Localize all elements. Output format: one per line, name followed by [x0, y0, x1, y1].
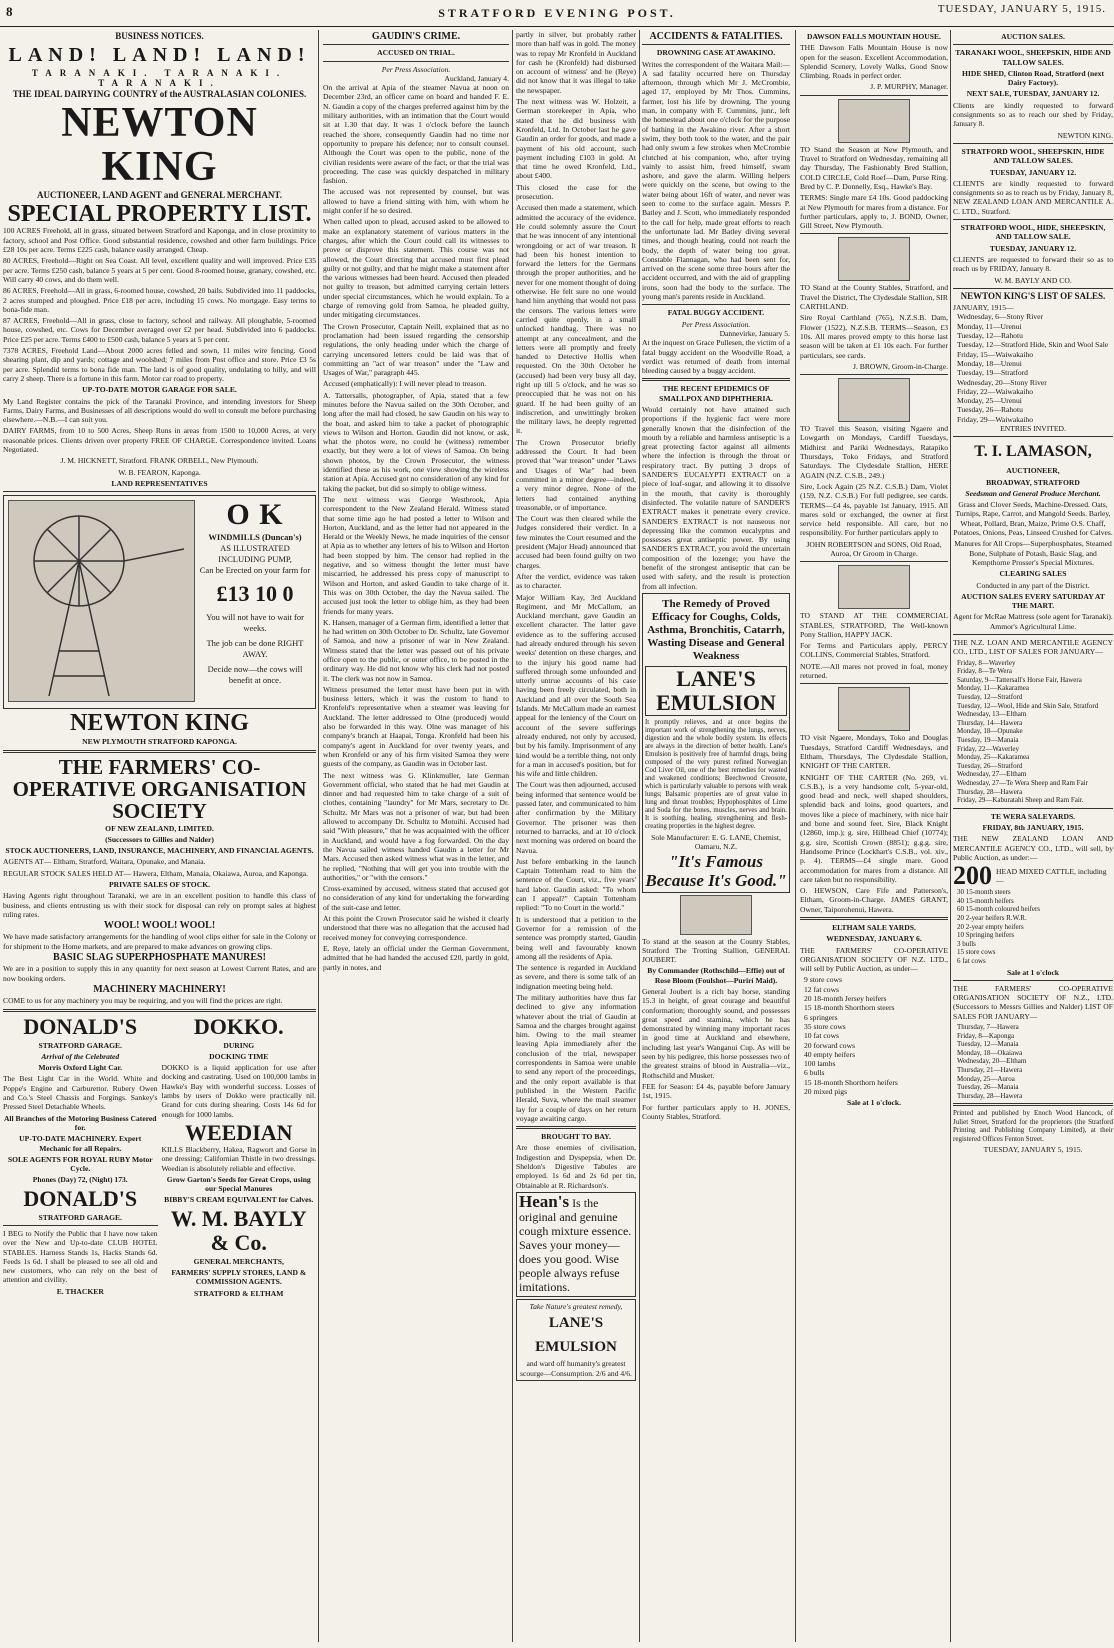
knight-contact: O. HEWSON, Care Fife and Patterson's, Eltham, Groom-in-Charge. JAMES GRANT, Owner, Taiporohenui, Hawera.	[800, 886, 948, 914]
horse-illustration	[838, 687, 910, 731]
property-listing: 7378 ACRES, Freehold Land—About 2000 acres felled and sown, 11 miles wire fencing. Good shearing plant, dip and yards; cottage and woolshed; 7 miles from Post office and store. Price £3 5s per acre. Splendid terms to bona fide man. The land is of good quality, undulating to hilly, and will carry 2 sheep. There is a fortune in this farm. Motor car road to property.	[3, 346, 316, 383]
list-item: Tuesday, 26—Rahotu	[957, 405, 1023, 415]
consumption: and ward off humanity's greatest scourge—Consumption. 2/6 and 4/6.	[520, 1359, 632, 1378]
of-new-zealand: OF NEW ZEALAND, LIMITED.	[105, 823, 214, 833]
list-item: Tuesday, 12—Manaia	[957, 1040, 1019, 1049]
column-rule	[512, 30, 513, 1642]
joubert-contact: For further particulars apply to H. JONES, County Stables, Stratford.	[642, 1102, 790, 1121]
stratford-wool-heading: STRATFORD WOOL, SHEEPSKIN, HIDE AND TALLOW SALES.	[961, 146, 1105, 166]
press-association: Per Press Association.	[681, 319, 751, 329]
list-item: Wednesday, 13—Eltham	[957, 710, 1027, 719]
machinery-heading: MACHINERY MACHINERY!	[93, 983, 226, 995]
lanes-emulsion: LANE'S EMULSION	[535, 1315, 617, 1356]
list-item: 6 springers	[804, 1012, 838, 1022]
list-item: 35 store cows	[804, 1021, 846, 1031]
list-item: Monday, 11—Urenui	[957, 321, 1022, 331]
article-paragraph: E. Reye, lately an official under the German Government, admitted that he had handed the accused £20, partly in gold, partly in notes, and	[323, 943, 509, 972]
bibby-cream: BIBBY'S CREAM EQUIVALENT for Calves.	[164, 1195, 314, 1205]
list-item: Tuesday, 12—Wool, Hide and Skin Sale, Stratford	[957, 701, 1099, 710]
issue-date: TUESDAY, JANUARY 5, 1915.	[937, 3, 1106, 15]
seedsman: Seedsman and General Produce Merchant.	[965, 488, 1101, 498]
drowning-heading: DROWNING CASE AT AWAKINO.	[656, 48, 776, 58]
column-rule	[795, 30, 796, 1642]
sir-carthland-heading: TO Stand at the County Stables, Stratford, and Travel the District, The Clydesdale Stallion, SIR CARTHLAND.	[800, 283, 948, 312]
happy-jack-text: For Terms and Particulars apply, PERCY COLLINS, Commercial Stables, Stratford.	[800, 641, 948, 660]
can-be-erected: Can be Erected on your farm for	[199, 565, 311, 576]
paper-title: STRATFORD EVENING POST.	[438, 6, 676, 20]
as-illustrated: AS ILLUSTRATED INCLUDING PUMP,	[218, 543, 292, 565]
basic-slag-heading: BASIC SLAG SUPERPHOSPHATE MANURES!	[53, 952, 266, 964]
clients-notice: CLIENTS are kindly requested to forward consignments so as to reach us by Friday, January 8, NEW ZEALAND LOAN AND MERCANTILE A. C. LTD., Stratford.	[953, 178, 1113, 216]
basic-slag-text: We are in a position to supply this in any quantity for next season at Lowest Current Rates, and are now booking orders.	[3, 964, 316, 983]
ideal-heading: THE IDEAL DAIRYING COUNTRY of the AUSTRALASIAN COLONIES.	[12, 88, 307, 99]
article-title: GAUDIN'S CRIME.	[371, 31, 461, 42]
sale-time: Sale at 1 o'clock.	[847, 1098, 901, 1108]
regular-sales: REGULAR STOCK SALES HELD AT— Hawera, Eltham, Manaia, Okaiawa, Auroa, and Kaponga.	[3, 868, 309, 878]
list-item: Tuesday, 26—Stratford	[957, 761, 1023, 770]
stratford-eltham: STRATFORD & ELTHAM	[194, 1288, 284, 1298]
auctioneer-label: AUCTIONEER,	[1006, 466, 1060, 476]
cattle-list	[953, 888, 1113, 965]
article-paragraph: Witness presumed the letter must have been put in with business letters, which it was the custom to hand to Kronfeld's representative when a steamer was leaving for Auckland. The letter addressed to Olne (produced) would also be forwarded in this way. Olne was manager of his company's branch at Haapai, Tonga. Kronfeld had been his company's agent in Auckland for over twenty years, and when Kronfeld or any of his firm visited Samoa they were guests of the company, as Gaudin was in October last.	[323, 684, 509, 769]
horse-illustration	[838, 565, 910, 609]
car-description: The Best Light Car in the World. White and Poppe's Engine and Carburettor. Rubery Owen and Co.'s Steel Chassis and Forgings. Sankey's Pressed Steel Detachable Wheels.	[3, 1074, 158, 1112]
column-stallions	[800, 30, 948, 1642]
robertson: JOHN ROBERTSON and SONS, Old Road, Auroa, Or Groom in Charge.	[806, 539, 942, 558]
list-item: Friday, 22—Waiwakaiho	[957, 386, 1034, 396]
list-item: Tuesday, 26—Manaia	[957, 1083, 1019, 1092]
auctioneer-line: AUCTIONEER, LAND AGENT and GENERAL MERCHANT.	[37, 190, 282, 201]
list-item: Monday, 18—Okaiawa	[957, 1048, 1023, 1057]
cattle-count: 200	[953, 861, 992, 891]
article-paragraph: It is understood that a petition to the Governor for a remission of the sentence was promptly started, Gaudin being well and favourably known among all the residents of Apia.	[516, 914, 636, 961]
list-item: 15 store cows	[957, 948, 996, 957]
article-paragraph: Cross-examined by accused, witness stated that accused got no consideration of any kind for undertaking the forwarding of the suit-case and letter.	[323, 884, 509, 912]
article-paragraph: Just before embarking in the launch Captain Tottenham read to him the sentence of the Court, viz., five years' hard labor. Gaudin asked: "To whom can I appeal?" Captain Tottenham replied: "To no Court in the world."	[516, 856, 636, 913]
list-item: 6 fat cows	[957, 956, 986, 965]
newton-king-heading: NEWTON KING	[61, 100, 258, 191]
masthead	[0, 0, 1114, 27]
eltham-date: WEDNESDAY, JANUARY 6.	[826, 934, 922, 944]
lanes-emulsion-ad	[642, 593, 790, 893]
broadway: BROADWAY, STRATFORD	[986, 477, 1080, 487]
column-rule	[318, 30, 319, 1642]
private-sales-heading: PRIVATE SALES OF STOCK.	[109, 879, 210, 889]
list-item: Monday, 11—Kakaramea	[957, 684, 1029, 693]
club-hotel-notice: I BEG to Notify the Public that I have now taken over the New and Up-to-date CLUB HOTEL STABLES. Harness Stands 1s, Hacks Stands 6d. Feeds 1s 6d. I shall be pleased to see all old and new customers, who can rely on the best of attention and civility.	[3, 1229, 158, 1285]
clients-notice: Clients are kindly requested to forward consignments so as to reach our shed by Friday, January 8.	[953, 100, 1113, 129]
clearing-sales: CLEARING SALES	[999, 569, 1067, 579]
taranaki-banner: TARANAKI. TARANAKI. TARANAKI.	[31, 68, 288, 88]
lanes-small-ad	[516, 1299, 636, 1381]
sole-agents: SOLE AGENTS FOR ROYAL RUBY Motor Cycle.	[7, 1154, 153, 1174]
list-item: Monday, 25—Kakaramea	[957, 753, 1030, 762]
list-item: Friday, 8—Te Wera	[957, 667, 1012, 676]
list-item: Monday, 25—Auroa	[957, 1074, 1015, 1083]
phones: Phones (Day) 72, (Night) 173.	[32, 1175, 128, 1185]
joubert-fee: FEE for Season: £4 4s, payable before January 1st, 1915.	[642, 1081, 790, 1101]
eltham-stock-list	[800, 975, 948, 1096]
dawson-heading: DAWSON FALLS MOUNTAIN HOUSE.	[807, 32, 941, 41]
press-association: Per Press Association.	[381, 64, 451, 74]
docking-time: DOCKING TIME	[209, 1051, 269, 1061]
list-item: Wednesday, 27—Eltham	[957, 770, 1027, 779]
list-item: Friday, 29—Kaburatahi Sheep and Ram Fair.	[957, 796, 1084, 805]
garage-heading-2: STRATFORD GARAGE.	[38, 1212, 122, 1222]
remedy-heading: The Remedy of Proved Efficacy for Coughs, Colds, Asthma, Bronchitis, Catarrh, Wasting Disease and General Weakness	[647, 597, 785, 662]
wool-heading: WOOL! WOOL! WOOL!	[103, 920, 216, 932]
machinery-repairs: UP-TO-DATE MACHINERY. Expert Mechanic for all Repairs.	[19, 1134, 142, 1153]
entries-invited: ENTRIES INVITED.	[1000, 423, 1066, 433]
horse-illustration	[838, 237, 910, 281]
buggy-heading: FATAL BUGGY ACCIDENT.	[667, 308, 765, 318]
knight-text: KNIGHT OF THE CARTER (No. 269, vi. C.S.B.), is a very handsome colt, 5-year-old, good head and neck, well shaped shoulders, splendid back and loins, good quarters, and moves like a piece of machinery, with nice hair and bone and sound feet. Sire, Black Knight (12860, imp.); g. sire, Hillhead Chief (10774); g.g. sire, Scottish Crown (8851); g.g.g. sire, Handsome Prince (Lockhart's C.S.B., vol. xiv., p. 4). TERMS—£4 single mare. Good accommodation for mares from a distance. All care taken but no responsibility.	[800, 772, 948, 884]
list-item: Friday, 29—Waiwakaiho	[957, 414, 1034, 424]
happy-jack-note: NOTE.—All mares not proved in foal, money returned.	[800, 661, 948, 681]
list-item: 15 18-month Shorthorn heifers	[804, 1077, 898, 1087]
private-sales-text: Having Agents right throughout Taranaki, we are in an excellent position to handle this class of business, and clients entrusting us with their stock for disposal can rely on prompt sales at highest ruling rates.	[3, 891, 316, 919]
list-item: Monday, 18—Urenui	[957, 358, 1022, 368]
garage-for-sale: UP-TO-DATE MOTOR GARAGE FOR SALE.	[82, 385, 237, 395]
garton-seeds: Grow Garton's Seeds for Great Crops, using our Special Manures	[166, 1174, 311, 1194]
here-again-text: Sire, Lock Again (25 N.Z. C.S.B.) Dam, Violet (159, N.Z. C.S.B.) For full pedigree, see cards. TERMS—£4 4s, payable 1st January, 1915. All mares sold or exchanged, the owner at first service held responsible. All care, but no responsibility. For further particulars apply to	[800, 481, 948, 538]
joubert-text: General Joubert is a rich bay horse, standing 15.3 in height, of great courage and beautiful conformation; thoroughly sound, and possesses great speed and stamina, which he has demonstrated by winning many important races in good time at Auckland and elsewhere, including last year's Wanganui Cup. As will be seen by his pedigree, this horse possesses two of the greatest strains of blood in Australia—viz., Rothschild and Musket.	[642, 987, 790, 1080]
list-item: 6 bulls	[804, 1068, 825, 1078]
taranaki-wool-heading: TARANAKI WOOL, SHEEPSKIN, HIDE AND TALLOW SALES.	[955, 48, 1111, 67]
branches: All Branches of the Motoring Business Catered for.	[3, 1113, 157, 1132]
donalds-ad	[3, 1015, 158, 1300]
heans-ad	[516, 1192, 636, 1297]
ok-heading: O K	[226, 498, 284, 532]
list-item: 10 fat cows	[804, 1031, 840, 1041]
successors: (Successors to Gillies and Nalder)	[105, 834, 214, 844]
here-again-heading: TO Travel this Season, visiting Ngaere and Lowgarth on Mondays, Cardiff Tuesdays, Midhirst and Pariki Wednesdays, Ratapiko Thursdays, Toko Fridays, and Stratford Saturdays. The Clydesdale Stallion, HERE AGAIN (N.Z. C.S.B., 249.)	[800, 424, 948, 480]
brought-to-bay-text: Are those enemies of civilisation, Indigestion and Dyspepsia, when Dr. Sheldon's Digestive Tabules are employed. 1s 6d and 2s 6d per tin, Obtainable at R. Richardson's.	[516, 1143, 636, 1190]
right-away: The job can be done RIGHT AWAY.	[206, 638, 304, 660]
article-paragraph: After the verdict, evidence was taken as to character.	[516, 571, 636, 591]
article-paragraph: When called upon to plead, accused asked to be allowed to make an explanatory statement of various matters in the charges, after which the Court could call its witnesses to prove or disprove this statement. This course was not allowed, the Court directing that accused must first plead guilty or not guilty, and that he might make a statement after the various witnesses had been heard. Accused then pleaded not guilty to treason, but admitted carrying certain letters under special circumstances, which he would explain. To a charge of removing gold from Samoa, he pleaded guilty, under mitigating circumstances.	[323, 217, 509, 320]
list-item: 3 bulls	[957, 939, 976, 948]
column-gaudin-continued	[516, 30, 636, 1642]
list-item: 60 15-month coloured heifers	[957, 905, 1041, 914]
garage-heading: STRATFORD GARAGE.	[38, 1040, 122, 1050]
decide-now: Decide now—the cows will benefit at once.	[207, 664, 303, 686]
list-item: 20 forward cows	[804, 1040, 856, 1050]
article-paragraph: K. Hansen, manager of a German firm, identified a letter that he had written on 30th October to Dr. Schultz, late Governor of Samoa, and now a prisoner of war in New Zealand. Witness stated that the letter was passed out of his private office open to the public, or outer office, to be posted in the ordinary way. He did not know why his clerk had not posted it. The clerk was not now in Samoa.	[323, 617, 509, 683]
property-listing: 80 ACRES, Freehold—Right on Sea Coast. All level, excellent quality and well improved. Price £35 per acre. Terms £250 cash, balance 5 years at 5 per cent. Good 8-roomed house, granary, cowshed, etc. Will carry 40 cows, and do them well.	[3, 256, 316, 284]
list-item: Tuesday, 19—Stratford	[957, 368, 1028, 378]
article-paragraph: partly in silver, but probably rather more than half was in gold. The money was to repay Mr Kronfeld in Auckland for cash he (Kronfeld) had disbursed on account of witness' and he (Reye) did not know that it was illegal to take the newspaper.	[516, 30, 636, 95]
weedian-heading: WEEDIAN	[184, 1119, 293, 1145]
sale-date: TUESDAY, JANUARY 12.	[989, 167, 1077, 177]
column-accidents	[642, 30, 790, 1642]
windmill-ad	[3, 495, 316, 709]
land-banner: LAND! LAND! LAND!	[8, 44, 311, 67]
property-listing: 86 ACRES, Freehold—All in grass, 6-roomed house, cowshed, 20 bails. Subdivided into 11 paddocks, 2 acres stumped and ploughed. Price £18 per acre, including 15 cows. No mortgage. Easy terms to bona-fide man.	[3, 286, 316, 314]
dokko-ad	[162, 1015, 317, 1300]
dokko-heading: DOKKO.	[193, 1013, 284, 1039]
list-item: Tuesday, 12—Stratford	[957, 693, 1023, 701]
heans-heading: Hean's	[519, 1191, 570, 1211]
newton-king-sig: NEWTON KING.	[1057, 130, 1113, 140]
newton-king-sales-list	[953, 312, 1113, 424]
special-list-heading: SPECIAL PROPERTY LIST.	[7, 201, 312, 228]
january-label: JANUARY, 1915—	[953, 303, 1014, 313]
article-paragraph: The next witness was W. Holzeit, a German storekeeper in Apia, who stated that he did business with Kronfeld, Ltd. In October last he gave Gaudin an order for goods, and made a payment of his old account, such payment including £103 in gold. At that time he owed Kronfeld, Ltd., about £400.	[516, 97, 636, 181]
column-rule	[950, 30, 951, 1642]
horse-illustration	[838, 99, 910, 143]
column-business-notices	[3, 30, 316, 1642]
accidents-title: ACCIDENTS & FATALITIES.	[649, 31, 783, 42]
section-heading: BUSINESS NOTICES.	[115, 31, 204, 41]
dateline: Auckland, January 4.	[444, 73, 509, 83]
nz-will-sell: THE NEW ZEALAND LOAN AND MERCANTILE AGENCY CO., LTD., will sell, by Public Auction, as under:—	[953, 834, 1113, 862]
horse-illustration	[838, 378, 910, 422]
article-paragraph: A. Tattersalls, photographer, of Apia, stated that a few minutes before the Navua sailed on the 30th October, and long after the mail had closed, he saw Gaudin on his way to the boat, and asked him to take a packet of photographic views to Wilson and Horton. Gaudin did not know, or ask, what the photos were, no could he (witness) remember exactly, but they were a lot of views of Samoa. On being shown photos, by the Crown Prosecutor, the witness identified these as his work, one view showing the wireless station at Apia. Accused got no consideration of any kind for taking the packet, but did so simply to oblige witness.	[323, 390, 509, 493]
hide-shed: HIDE SHED, Clinton Road, Stratford (next Dairy Factory).	[962, 68, 1104, 88]
property-listing: 87 ACRES, Freehold—All in grass, close to factory, school and railway. All ploughable, 5-roomed house, cowshed, etc. Cows for December averaged over £2 per head. Subdivided into 6 paddocks. Price £25 per acre. Terms £400 to £500 cash, balance 5 years at 5 per cent.	[3, 316, 316, 344]
list-item: Wednesday, 20—Stony River	[957, 377, 1047, 387]
next-sale: NEXT SALE, TUESDAY, JANUARY 12.	[966, 89, 1100, 99]
farmers-list-heading: THE FARMERS' CO-OPERATIVE ORGANISATION SOCIETY OF N.Z., LTD. (Successors to Messrs Gillies and Nalder) LIST OF SALES FOR JANUARY—	[953, 983, 1113, 1021]
manures: Manures for All Crops—Superphosphates, Steamed Bone, Sulphate of Potash, Basic Slag, and Kempthorne Prosser's Special Mixtures.	[954, 539, 1112, 567]
article-paragraph: The Court was then adjourned, accused being informed that sentence would be passed later, and communicated to him after confirmation by the Military Governor. The prisoner was then returned to barracks, and at 10 o'clock next morning was ordered on board the Navua.	[516, 780, 636, 855]
list-item: Wednesday, 20—Eltham	[957, 1057, 1027, 1066]
sale-time: Sale at 1 o'clock	[1006, 967, 1060, 977]
list-item: Friday, 15—Waiwakaiho	[957, 349, 1034, 359]
lamason-heading: T. I. LAMASON,	[974, 443, 1092, 461]
famous-slogan: "It's Famous Because It's Good."	[645, 851, 787, 890]
brought-to-bay-heading: BROUGHT TO BAY.	[541, 1132, 611, 1142]
agents-at: AGENTS AT— Eltham, Stratford, Waitara, Opunake, and Manaia.	[3, 857, 206, 867]
eltham-heading: ELTHAM SALE YARDS.	[832, 923, 916, 932]
windmill-price: £13 10 0	[216, 581, 294, 607]
representatives: W. B. FEARON, Kaponga.	[118, 467, 201, 477]
list-item: Thursday, 28—Hawera	[957, 1091, 1023, 1100]
newton-king-list-heading: NEWTON KING'S LIST OF SALES.	[960, 290, 1106, 301]
list-item: 9 store cows	[804, 975, 842, 985]
list-item: Monday, 25—Urenui	[957, 396, 1022, 406]
clients-notice: CLIENTS are requested to forward their so as to reach us by FRIDAY, January 8.	[953, 254, 1113, 274]
cold-circle-heading: TO Stand the Season at New Plymouth, and Travel to Stratford on Wednesday, remaining all day Thursday, The Fashionably Bred Stallion, COLD CIRCLE, Cold Roef—Dam, Purse Ring. Bred by C. P. Donnelly, Esq., Hawke's Bay.	[800, 144, 948, 191]
article-paragraph: Major William Kay, 3rd Auckland Regiment, and Mr McCallum, an Auckland merchant, gave Gaudin an excellent character. The latter gave evidence as to the suffering accused had already endured through his seven weeks' detention on these charges, and to the injury his good name had suffered through some unfounded and utterly untrue accounts of his case having been freely circulated, both in Auckland and all over the South Sea Islands. Mr McCallum made an earnest appeal for the leniency of the Court on account of the severe sufferings already endured, not only by accused, but by his family. Imprisonment of any kind would be a terrible thing, not only for a man in accused's position, but for his wife and little children.	[516, 592, 636, 779]
weedian-text: KILLS Blackberry, Hakea, Ragwort and Gorse in one dressing; Californian Thistle in two dressings. Weedian is absolutely reliable and effective.	[161, 1144, 316, 1173]
list-item: 30 15-month steers	[957, 888, 1011, 897]
list-item: Thursday, 21—Hawera	[957, 1066, 1023, 1074]
list-item: 20 2-year empty heifers	[957, 922, 1024, 931]
article-paragraph: Accused then made a statement, which admitted the accuracy of the evidence. He could solemnly assure the Court that he was innocent of any intentional wrongdoing or act of war treason. It had been his honest intention to forward the letters for the Germans through the proper authorities, and he never for one moment thought of doing otherwise. He felt sure no one would hand him anything that would not pass the censors. The various letters were carried quite openly, in a small unlocked handbag. There was no attempt at any concealment, and the letters were all promptly and freely handed to Detective Hollis when requested. On the 30th October he (accused) had been very busy all day, right up till 5 o'clock, and he was so preoccupied that he was not on his guard. If he had been guilty of an indiscretion, and unwittingly broken the military laws, he deeply regretted it.	[516, 203, 636, 436]
article-paragraph: The accused was not represented by counsel, but was allowed to have a friend sitting with him, with whom he might confer if he so desired.	[323, 187, 509, 216]
list-item: 15 18-month Shorthorn steers	[804, 1003, 895, 1013]
eltham-intro: THE FARMERS' CO-OPERATIVE ORGANISATION SOCIETY OF N.Z. LTD., will sell by Public Auction, as under—	[800, 945, 948, 974]
lanes-text: It promptly relieves, and at once begins the important work of strengthening the lungs, nerves, digestion and the whole bodily system. Its effects are always in the direction of better health. Lane's Emulsion is positively free of harmful drugs, being composed of the very purest refined Norwegian Cod Liver Oil, one of the best remedies for wasted and weakened conditions; Beechwood Creosote, which is particularly valuable to persons with weak lungs; Balsamic properties are of great value in lung and throat troubles; Hypophosphites of Lime and Soda for the bones, muscles, nerves and brain. It is soothing, healing, strengthening and flesh-creating properties in the highest degree.	[645, 718, 787, 830]
representatives: J. M. HICKNETT, Stratford. FRANK ORBELL, New Plymouth.	[60, 456, 259, 466]
sale-date: TUESDAY, JANUARY 12.	[989, 243, 1077, 253]
list-item: 100 lambs	[804, 1059, 836, 1069]
not-wait: You will not have to wait for weeks.	[206, 612, 304, 634]
knight-heading: TO visit Ngaere, Mondays, Toko and Douglas Tuesdays, Stratford Cardiff Wednesdays, and Eltham, Thursdays, The Clydesdale Stallion, KNIGHT OF THE CARTER.	[800, 733, 948, 771]
dateline: Dannevirke, January 5.	[719, 328, 790, 338]
list-item: Thursday, 7—Hawera	[957, 1023, 1019, 1032]
during: DURING	[223, 1040, 255, 1050]
imprint: Printed and published by Enoch Wood Hancock, of Juliet Street, Stratford for the proprietors (the Stratford Printing and Publishing Company Limited), at their registered Offices Fenton Street.	[953, 1109, 1113, 1143]
article-paragraph: The next witness was G. Klinkmuller, late German Government official, who stated that he had met Gaudin at dinner and had requested him to take charge of a suit of clothes, containing "laundry" for Mr Mars, secretary to Dr. Schultz. Mr Mars was not a prisoner of war, but had been allowed to accompany Dr. Schultz to Motuihi. Accused had said "With pleasure," that he was acquainted with the officer in Auckland, and would have a fog forwarded. On the day the Navua sailed witness handed Gaudin a letter for Mr Mars. Accused then asked witness what was in the letter, and he replied, "Nothing that will get you into trouble with the authorities," or "with the censors."	[323, 770, 509, 882]
wool-text: We have made satisfactory arrangements for the handling of wool clips either for sale in the Colony or for shipment to the Home markets, and are prepared to make advances on growing clips.	[3, 932, 316, 951]
list-item: Saturday, 9—Tattersall's Horse Fair, Hawera	[957, 675, 1082, 684]
nzloan-heading: THE N.Z. LOAN AND MERCANTILE AGENCY CO., LTD., LIST OF SALES FOR JANUARY—	[953, 638, 1113, 657]
list-item: 12 fat cows	[804, 984, 840, 994]
imprint-date: TUESDAY, JANUARY 5, 1915.	[983, 1145, 1083, 1154]
buggy-text: At the inquest on Grace Pullesen, the victim of a fatal buggy accident on the Woodville Road, a verdict was returned of death from internal bleeding caused by a buggy accident.	[642, 338, 790, 376]
lanes-logo: LANE'S EMULSION	[645, 666, 787, 716]
article-paragraph: The sentence is regarded in Auckland as severe, and there is some talk of an indignation meeting being held.	[516, 963, 636, 991]
windmills-label: WINDMILLS (Duncan's)	[208, 532, 302, 543]
epidemics-heading: THE RECENT EPIDEMICS OF SMALLPOX AND DIPHTHERIA.	[659, 384, 773, 403]
column-auction-sales	[953, 30, 1113, 1642]
newton-king-footer: NEWTON KING	[70, 710, 249, 737]
arrival: Arrival of the Celebrated	[41, 1051, 120, 1061]
register-notice: My Land Register contains the pick of the Taranaki Province, and intending investors for Sheep Farms, Dairy Farms, and Businesses of all descriptions would do well to consult me before purchasing elsewhere.—N.B.—I can suit you.	[3, 396, 316, 425]
list-item: Friday, 22—Waverley	[957, 744, 1019, 753]
article-paragraph: The next witness was George Westbrook, Apia correspondent to the New Zealand Herald. Witness stated that some time ago he had posted a letter to Wilson and Horton, Auckland, and as the letter had not appeared in the Herald or the Weekly News, he made inquiries of the censor at Apia as to whether any letters of his to Wilson and Horton had been stopped by him. The censor had replied in the negative, and so witness thought the letter must have miscarried, he addressed his press copy of manuscript to Wilson and Horton, and asked Gaudin to take charge of it. This was on 30th October, the day the Navua sailed. The accused just took the letter to oblige him, as they had been friends for many years.	[323, 494, 509, 616]
te-wera-heading: TE WERA SALEYARDS.	[990, 811, 1076, 821]
lanes-manufacturer: Sole Manufacturer: E. G. LANE, Chemist, Oamaru, N.Z.	[651, 832, 781, 852]
article-paragraph: Accused (emphatically): I will never plead to treason.	[323, 379, 487, 389]
agent-line: Agent for McRae Mattress (sole agent for Taranaki). Ammor's Agricultural Lime.	[953, 612, 1113, 631]
donalds-heading: DONALD'S	[23, 1013, 138, 1039]
stock-auctioneers: STOCK AUCTIONEERS, LAND, INSURANCE, MACHINERY, AND FINANCIAL AGENTS.	[5, 846, 314, 856]
every-saturday: AUCTION SALES EVERY SATURDAY AT THE MART.	[961, 591, 1105, 611]
joubert-heading: To stand at the season at the County Stables, Stratford The Trotting Stallion, GENERAL JOUBERT.	[642, 936, 790, 965]
list-item: Monday, 18—Opunake	[957, 727, 1023, 736]
groom-in-charge: J. BROWN, Groom-in-Charge.	[853, 361, 948, 371]
dawson-text: THE Dawson Falls Mountain House is now open for the season. Excellent Accommodation, Splendid Scenery, Lovely Walks, Good Snow Climbing. Roads in perfect order.	[800, 43, 948, 81]
column-gaudins-crime	[323, 30, 509, 1642]
farmers-heading: THE FARMERS' CO-OPERATIVE ORGANISATION SOCIETY	[12, 754, 307, 823]
epidemics-text: Would certainly not have attained such proportions if the hygienic fact were more generally known that the disinfection of the mouth by a reliable and harmless antiseptic is a great protecting factor against all ailments where the infection is through the throat or respiratory tract. By putting 3 drops of SANDER'S EUCALYPTI EXTRACT on a piece of loaf-sugar, and allowing it to dissolve in the mouth, that cavity is thoroughly disinfected. The volatile nature of SANDER'S EXTRACT makes it penetrate every crevice. SANDER'S EXTRACT is not nauseous nor depressing like the common eucalyptus and possesses great antiseptic power. By using SANDER'S EXTRACT, you avoid the uncertain composition of the lozenge; you have the benefit of the strongest antiseptic that can be used with safety, and the result is protection from all infection.	[642, 404, 790, 591]
donalds-heading-2: DONALD'S	[23, 1185, 138, 1211]
list-item: Thursday, 28—Hawera	[957, 787, 1023, 796]
nature-remedy: Take Nature's greatest remedy,	[529, 1301, 623, 1311]
article-paragraph: The Court was then cleared while the Judges considered their verdict. In a few minutes the Court resumed and the president (Major Head) announced that accused had been found guilty on two charges.	[516, 514, 636, 570]
list-item: Friday, 8—Kaponga	[957, 1031, 1015, 1040]
list-item: Wednesday, 27—Te Wera Sheep and Ram Fair	[957, 778, 1088, 787]
happy-jack-heading: TO STAND AT THE COMMERCIAL STABLES, STRATFORD, The Well-known Pony Stallion, HAPPY JACK.	[800, 611, 948, 639]
te-wera-date: FRIDAY, 8th JANUARY, 1915.	[982, 823, 1084, 833]
windmill-illustration	[8, 500, 195, 702]
drowning-text: Writes the correspondent of the Waitara Mail:—A sad fatality occurred here on Thursday afternoon, through which Mr J. McCrombie, aged 17, employed by Mr Thos. Cummins, farmer, lost his life by drowning. The young man, in company with F. Cummins, junr., left the homestead about one o'clock for the purpose of bathing in the Awakino river. After a short swim, they both took to the water, and the pair had only swum a few strokes when McCrombie clutched at his companion, who, after trying vainly to assist him, freed himself, swam ashore, and gave the alarm. Willing helpers were quickly on the scene, but owing to the water being about 16ft of water, and never was seen to come to the surface again. Messrs P. Batley and J. Scott, who immediately responded to the call for help, made great efforts to reach the unfortunate lad. Mr Batley diving several times, and though heating, could not reach the body, the depth of water being too great. Constable Flannagan, who had been sent for, arrived on the scene some three hours after the accident occurred, and with the aid of grappling irons, soon had the body to the surface. The young man's parents reside in Auckland.	[642, 59, 790, 302]
heans-text: Is the original and genuine cough mixture essence. Saves your money—does you good. Wise people always refuse imitations.	[519, 1195, 632, 1294]
cold-circle-terms: TERMS: Single mare £4 10s. Good paddocking at New Plymouth for mares from a distance. For further particulars, apply to, J. BOND, Owner, Gill Street, New Plymouth.	[800, 193, 948, 231]
sir-carthland-text: Sire Royal Carthland (765), N.Z.S.B. Dam, Flower (1522), N.Z.S.B. TERMS—Season, £3 10s. All mares proved empty to this horse last season will be taken at £1 10s each. For further particulars, see cards.	[800, 313, 948, 360]
dokko-text: DOKKO is a liquid application for use after docking and castrating. Used on 100,000 lambs in Hawke's Bay with wonderful success. Losses of lambs by users of Dokko were practically nil. Grand for cuts during shearing. Costs 14s 6d for enough for 1000 lambs.	[161, 1063, 316, 1119]
list-item: 20 18-month Jersey heifers	[804, 994, 887, 1004]
article-subtitle: ACCUSED ON TRIAL.	[377, 48, 455, 58]
dairy-farms-notice: DAIRY FARMS, from 10 to 500 Acres, Sheep Runs in areas from 1500 to 10,000 Acres, at very reasonable prices. Clients driven over property FREE OF CHARGE. Correspondence invited. Loans Negotiated.	[3, 426, 316, 455]
property-listing: 100 ACRES Freehold, all in grass, situated between Stratford and Kaponga, and in close proximity to factory, school and Post Office. Good substantial residence, cowshed and other farm buildings. Price £28 10s per acre. Terms £225 cash, balance easily arranged. Cheap.	[3, 226, 316, 255]
bayly-heading: W. M. BAYLY & Co.	[170, 1205, 307, 1255]
joubert-pedigree: By Commander (Rothschild—Effie) out of Rose Bloom (Foulshot—Purirí Maid).	[647, 966, 785, 985]
seeds-list: Grass and Clover Seeds, Machine-Dressed. Oats, Turnips, Rape, Carrot, and Mangold Seeds. Barley, Wheat, Pollard, Bran, Maize, Prime O.S. Chaff, Potatoes, Onions, Peas, Linseed Crushed for Calves.	[953, 500, 1113, 538]
dawson-manager: J. P. MURPHY, Manager.	[870, 82, 948, 92]
list-item: Thursday, 14—Hawera	[957, 718, 1023, 727]
stratford-wool-heading-2: STRATFORD WOOL, HIDE, SHEEPSKIN, AND TALLOW SALE.	[960, 223, 1106, 242]
list-item: Tuesday, 12—Rahotu	[957, 331, 1023, 341]
morris-car: Morris Oxford Light Car.	[38, 1063, 123, 1073]
list-item: Wednesday, 6—Stony River	[957, 312, 1043, 322]
article-paragraph: This closed the case for the prosecution.	[516, 182, 636, 202]
article-paragraph: At this point the Crown Prosecutor said he wished it clearly understood that there was no allegation that the accused had received money for conveying correspondence.	[323, 914, 509, 942]
article-paragraph: The Crown Prosecutor, Captain Neill, explained that as no proclamation had been issued regarding the censorship regulations, the only heading under which the charge of carrying uncensored letters could be laid was that of committing an "act of war treason" under the "Law and Usages of War," paragraph 445.	[323, 321, 509, 378]
list-item: 20 mixed pigs	[804, 1087, 848, 1097]
column-rule	[639, 30, 640, 1642]
head-mixed-cattle: HEAD MIXED CATTLE, including—	[996, 866, 1107, 886]
list-item: 40 15-month heifers	[957, 896, 1014, 905]
land-representatives: LAND REPRESENTATIVES	[111, 478, 208, 488]
article-paragraph: The military authorities have thus far declined to give any information whatever about the trial of Gaudin at Samoa and the charges brought against him. Owing to the mail steamer leaving Apia immediately after the conclusion of the trial, newspaper correspondents in Samoa were unable to send any report of the proceedings, and the only report available is that published in the Western Pacific Herald, Suva, where the mail steamer lay for a couple of days on her return voyage awaiting cargo.	[516, 992, 636, 1123]
list-item: 10 Springing heifers	[957, 931, 1015, 940]
article-paragraph: On the arrival at Apia of the steamer Navua at noon on December 23rd, an officer came on board and handed F. E. N. Gaudin a copy of the charges preferred against him by the military authorities, with an intimation that the Court would sit at 1.30 that day. It was 1 o'clock before the launch reached the shore, consequently Gaudin had no time nor opportunity to prepare his defence; nor to consult counsel. Although the Court was open to the public, none of the civilian residents were aware of the fact, or that the trial was proceeding. The case was quickly despatched in military fashion.	[323, 83, 509, 186]
bayly-sig: W. M. BAYLY AND CO.	[994, 275, 1072, 285]
list-item: Friday, 8—Waverley	[957, 658, 1016, 667]
auction-sales-heading: AUCTION SALES.	[1001, 32, 1065, 41]
list-item: Tuesday, 12—Stratford Hide, Skin and Wool Sale	[957, 340, 1109, 350]
machinery-text: COME to us for any machinery you may be requiring, and you will find the prices are right.	[3, 996, 283, 1006]
conducted: Conducted in any part of the District.	[976, 580, 1090, 590]
list-item: 40 empty heifers	[804, 1049, 856, 1059]
horse-illustration	[680, 895, 752, 935]
general-merchants: GENERAL MERCHANTS,	[193, 1256, 284, 1266]
list-item: Tuesday, 19—Manaia	[957, 735, 1019, 744]
page-number: 8	[6, 4, 13, 19]
farmers-sales-list	[953, 1023, 1113, 1100]
article-paragraph: The Crown Prosecutor briefly addressed the Court. It had been proved that "war treason" under "Laws and Usages of War" had been committed in a minor degree—indeed, a very minor degree. None of the letters had contained anything treasonable, or of importance.	[516, 437, 636, 512]
nzloan-sales-list	[953, 659, 1113, 805]
list-item: 20 2-year heifers R.W.R.	[957, 913, 1027, 922]
newton-king-towns: NEW PLYMOUTH STRATFORD KAPONGA.	[82, 737, 237, 747]
farmers-supply: FARMERS' SUPPLY STORES, LAND & COMMISSION AGENTS.	[171, 1268, 307, 1287]
thacker: E. THACKER	[56, 1286, 104, 1296]
